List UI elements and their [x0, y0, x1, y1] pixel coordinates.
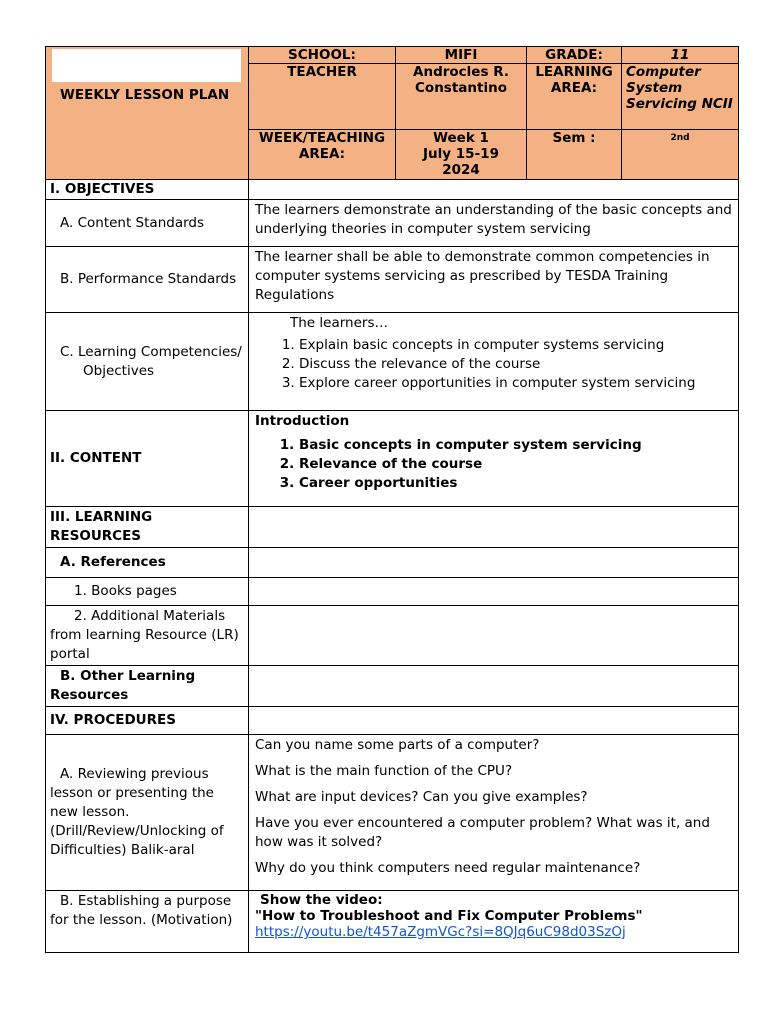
page-title: WEEKLY LESSON PLAN	[60, 87, 230, 103]
objectives-heading: I. OBJECTIVES	[46, 180, 249, 200]
teacher-label: TEACHER	[249, 64, 396, 130]
review-question: Have you ever encountered a computer problem? What was it, and how was it solved?	[255, 815, 710, 850]
additional-materials-empty-cell	[249, 606, 739, 666]
list-item: 1. Basic concepts in computer system servicing	[299, 436, 734, 455]
references-label: A. References	[46, 548, 249, 578]
list-item: 2. Relevance of the course	[299, 455, 734, 474]
week-value	[396, 130, 527, 180]
competencies-label	[46, 313, 249, 411]
sem-value	[622, 130, 739, 180]
competencies-label-line2: Objectives	[83, 362, 155, 379]
performance-standards-text: The learner shall be able to demonstrate common competencies in computer systems servicing as prescribed by TESDA Training Regulations	[249, 247, 739, 313]
video-title: "How to Troubleshoot and Fix Computer Problems"	[255, 908, 643, 924]
content-list	[255, 436, 734, 493]
content-heading: II. CONTENT	[46, 411, 249, 507]
review-questions-cell	[249, 735, 739, 891]
additional-materials-label: 2. Additional Materials from learning Resource (LR) portal	[46, 606, 249, 666]
content-intro: Introduction	[255, 413, 350, 429]
procedures-heading: IV. PROCEDURES	[46, 707, 249, 735]
grade-label: GRADE:	[527, 47, 622, 64]
procedures-empty-cell	[249, 707, 739, 735]
objectives-empty-cell	[249, 180, 739, 200]
lesson-plan-table	[45, 46, 739, 953]
sem-label: Sem :	[527, 130, 622, 180]
list-item: 2. Discuss the relevance of the course	[299, 355, 734, 374]
books-label: 1. Books pages	[46, 578, 249, 606]
logo-placeholder	[52, 49, 241, 82]
content-standards-label: A. Content Standards	[46, 200, 249, 247]
week-value-line3: 2024	[442, 162, 480, 178]
books-empty-cell	[249, 578, 739, 606]
other-resources-label: B. Other Learning Resources	[46, 666, 249, 707]
list-item: 3. Career opportunities	[299, 474, 734, 493]
other-resources-empty-cell	[249, 666, 739, 707]
review-label: A. Reviewing previous lesson or presenting the new lesson. (Drill/Review/Unlocking of Difficulties) Balik-aral	[46, 735, 249, 891]
teacher-value: Androcles R. Constantino	[396, 64, 527, 130]
purpose-cell	[249, 891, 739, 953]
resources-heading: III. LEARNING RESOURCES	[46, 507, 249, 548]
week-value-line2: July 15-19	[423, 146, 499, 162]
video-heading: Show the video:	[260, 892, 383, 908]
competencies-cell	[249, 313, 739, 411]
competencies-label-line1: C. Learning Competencies/	[60, 343, 242, 360]
review-question: What are input devices? Can you give examples?	[255, 789, 588, 805]
sem-value-text: 2nd	[670, 133, 690, 143]
school-label: SCHOOL:	[249, 47, 396, 64]
performance-standards-label: B. Performance Standards	[46, 247, 249, 313]
learning-area-value: Computer System Servicing NCII	[622, 64, 739, 130]
resources-empty-cell	[249, 507, 739, 548]
list-item: 1. Explain basic concepts in computer systems servicing	[299, 336, 734, 355]
competencies-list	[255, 336, 734, 393]
references-empty-cell	[249, 548, 739, 578]
review-question: Why do you think computers need regular maintenance?	[255, 860, 641, 876]
competencies-intro: The learners…	[290, 315, 388, 331]
purpose-label: B. Establishing a purpose for the lesson. (Motivation)	[46, 891, 249, 953]
content-cell	[249, 411, 739, 507]
learning-area-label: LEARNING AREA:	[527, 64, 622, 130]
content-standards-text: The learners demonstrate an understanding of the basic concepts and underlying theories in computer system servicing	[249, 200, 739, 247]
week-label: WEEK/TEACHING AREA:	[249, 130, 396, 180]
grade-value: 11	[622, 47, 739, 64]
weekly-lesson-plan-cell	[46, 47, 249, 180]
week-value-line1: Week 1	[433, 130, 489, 146]
lesson-plan-sheet	[45, 46, 738, 953]
video-link[interactable]: https://youtu.be/t457aZgmVGc?si=8QJq6uC98d03SzOj	[255, 924, 626, 940]
review-question: Can you name some parts of a computer?	[255, 737, 540, 753]
school-value: MIFI	[396, 47, 527, 64]
list-item: 3. Explore career opportunities in computer system servicing	[299, 374, 734, 393]
review-question: What is the main function of the CPU?	[255, 763, 513, 779]
